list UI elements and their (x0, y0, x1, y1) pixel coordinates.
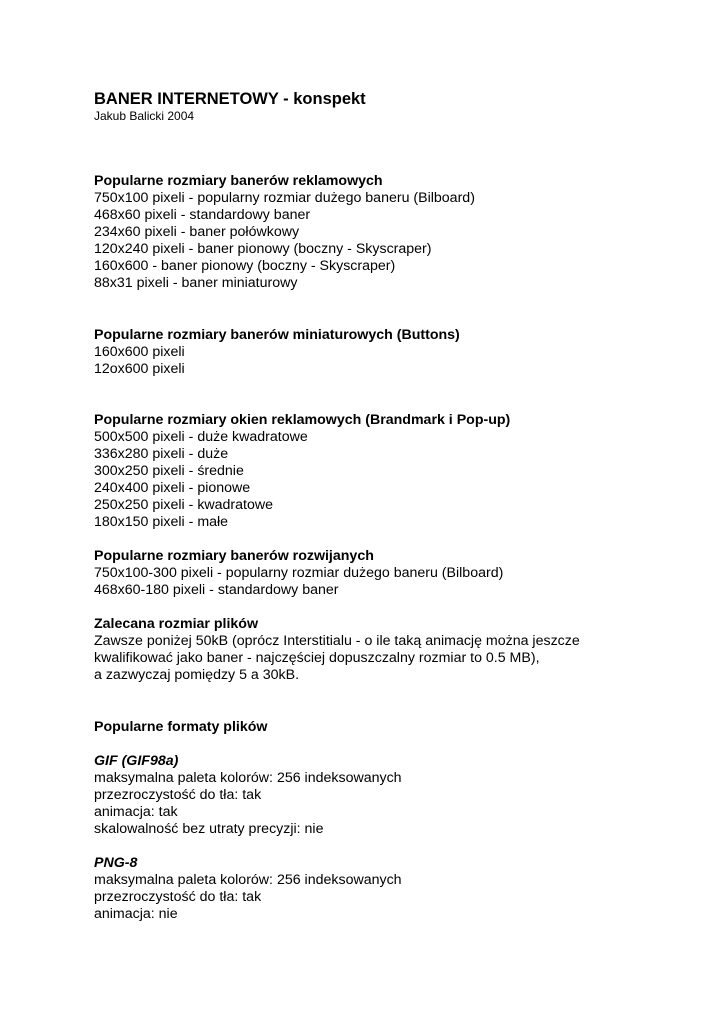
list-item: 160x600 - baner pionowy (boczny - Skyscraper) (94, 258, 396, 274)
list-item: 750x100-300 pixeli - popularny rozmiar dużego baneru (Bilboard) (94, 565, 504, 581)
section-heading: Popularne rozmiary okien reklamowych (Brandmark i Pop-up) (94, 412, 511, 428)
list-item: animacja: tak (94, 804, 178, 820)
section-popup-sizes (94, 412, 510, 531)
list-item: 500x500 pixeli - duże kwadratowe (94, 429, 308, 445)
format-heading: PNG-8 (94, 855, 138, 871)
list-item: 468x60 pixeli - standardowy baner (94, 207, 311, 223)
list-item: 336x280 pixeli - duże (94, 446, 229, 462)
list-item: skalowalność bez utraty precyzji: nie (94, 821, 324, 837)
list-item: 120x240 pixeli - baner pionowy (boczny - Skyscraper) (94, 241, 432, 257)
section-expanding-sizes (94, 548, 503, 599)
list-item: 300x250 pixeli - średnie (94, 463, 244, 479)
section-banner-sizes (94, 173, 475, 292)
section-heading: Popularne formaty plików (94, 719, 268, 735)
section-heading: Zalecana rozmiar plików (94, 616, 259, 632)
list-item: maksymalna paleta kolorów: 256 indeksowanych (94, 770, 402, 786)
list-item: animacja: nie (94, 906, 178, 922)
section-heading: Popularne rozmiary banerów reklamowych (94, 173, 383, 189)
document-title: BANER INTERNETOWY - konspekt (94, 90, 366, 108)
list-item: maksymalna paleta kolorów: 256 indeksowanych (94, 872, 402, 888)
list-item: 750x100 pixeli - popularny rozmiar dużego baneru (Bilboard) (94, 190, 475, 206)
list-item: 234x60 pixeli - baner połówkowy (94, 224, 300, 240)
list-item: 250x250 pixeli - kwadratowe (94, 497, 274, 513)
paragraph-line: Zawsze poniżej 50kB (oprócz Interstitialu - o ile taką animację można jeszcze (94, 633, 580, 649)
list-item: przezroczystość do tła: tak (94, 787, 262, 803)
list-item: 160x600 pixeli (94, 344, 185, 360)
section-file-formats (94, 719, 267, 736)
list-item: 468x60-180 pixeli - standardowy baner (94, 582, 339, 598)
section-heading: Popularne rozmiary banerów miniaturowych (Buttons) (94, 327, 460, 343)
section-file-size (94, 616, 580, 684)
format-heading: GIF (GIF98a) (94, 753, 179, 769)
section-png-format (94, 855, 402, 923)
section-button-sizes (94, 327, 460, 378)
list-item: przezroczystość do tła: tak (94, 889, 262, 905)
section-gif-format (94, 753, 402, 838)
list-item: 12ox600 pixeli (94, 361, 185, 377)
list-item: 180x150 pixeli - małe (94, 514, 229, 530)
paragraph-line: kwalifikować jako baner - najczęściej dopuszczalny rozmiar to 0.5 MB), (94, 650, 540, 666)
list-item: 240x400 pixeli - pionowe (94, 480, 251, 496)
list-item: 88x31 pixeli - baner miniaturowy (94, 275, 298, 291)
section-heading: Popularne rozmiary banerów rozwijanych (94, 548, 374, 564)
paragraph-line: a zazwyczaj pomiędzy 5 a 30kB. (94, 667, 300, 683)
document-author: Jakub Balicki 2004 (94, 109, 195, 123)
